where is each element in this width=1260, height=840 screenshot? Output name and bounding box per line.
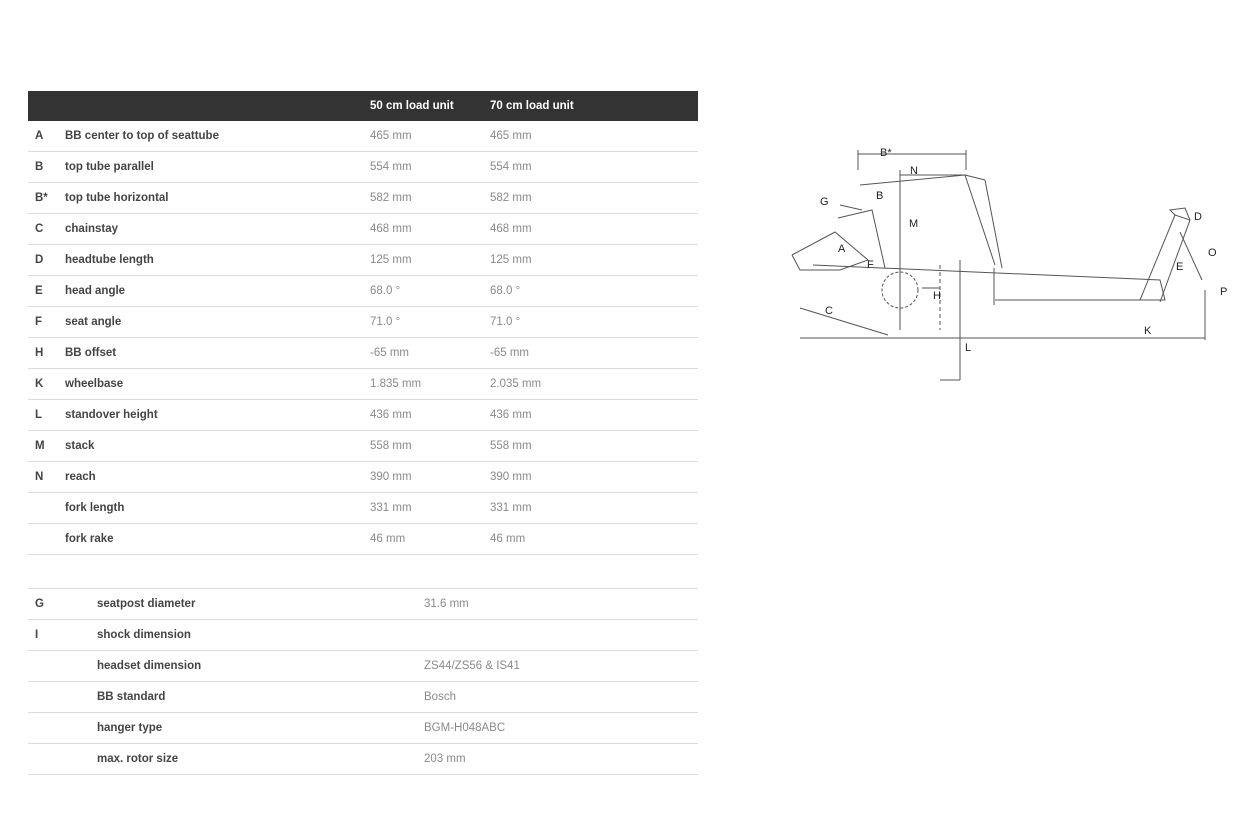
value-70cm: 71.0 °	[490, 316, 521, 328]
row-code: I	[35, 629, 39, 641]
value-50cm: 46 mm	[370, 533, 406, 545]
table-header	[28, 91, 698, 121]
label-o: O	[1208, 247, 1217, 259]
label-l: L	[965, 342, 972, 354]
row-code: B*	[35, 192, 48, 204]
row-label: chainstay	[65, 223, 119, 235]
row-label: fork rake	[65, 533, 114, 545]
row-value: Bosch	[424, 691, 456, 703]
table-row	[28, 121, 698, 152]
value-50cm: 465 mm	[370, 130, 412, 142]
label-g: G	[820, 196, 829, 208]
value-70cm: 68.0 °	[490, 285, 521, 297]
value-50cm: 390 mm	[370, 471, 412, 483]
label-n: N	[910, 165, 918, 177]
component-row	[28, 588, 698, 620]
table-row	[28, 245, 698, 276]
component-row	[28, 682, 698, 713]
row-code: M	[35, 440, 45, 452]
label-c: C	[825, 305, 833, 317]
rear-rack-shape	[792, 232, 868, 270]
value-70cm: 582 mm	[490, 192, 532, 204]
row-code: D	[35, 254, 44, 266]
value-50cm: 468 mm	[370, 223, 412, 235]
header-70cm: 70 cm load unit	[490, 100, 574, 112]
table-row	[28, 431, 698, 462]
fork-shape	[1140, 215, 1190, 302]
row-code: A	[35, 130, 44, 142]
row-value: ZS44/ZS56 & IS41	[424, 660, 520, 672]
row-label: hanger type	[97, 722, 163, 734]
label-b: B	[876, 190, 884, 202]
value-70cm: 331 mm	[490, 502, 532, 514]
table-row	[28, 307, 698, 338]
row-code: C	[35, 223, 44, 235]
table-spacer	[28, 555, 698, 588]
geometry-table	[28, 91, 698, 775]
component-row	[28, 620, 698, 651]
label-bstar: B*	[880, 147, 892, 159]
label-f: F	[867, 259, 874, 271]
component-row	[28, 651, 698, 682]
value-50cm: 331 mm	[370, 502, 412, 514]
label-p: P	[1220, 286, 1228, 298]
value-50cm: 68.0 °	[370, 285, 401, 297]
value-70cm: 125 mm	[490, 254, 532, 266]
row-label: headtube length	[65, 254, 154, 266]
value-50cm: 71.0 °	[370, 316, 401, 328]
row-value: BGM-H048ABC	[424, 722, 506, 734]
component-row	[28, 744, 698, 775]
table-row	[28, 214, 698, 245]
row-code: G	[35, 598, 44, 610]
label-h: H	[933, 290, 941, 302]
value-50cm: 558 mm	[370, 440, 412, 452]
value-70cm: 2.035 mm	[490, 378, 542, 390]
table-row	[28, 338, 698, 369]
table-row	[28, 369, 698, 400]
value-50cm: 582 mm	[370, 192, 412, 204]
row-label: top tube horizontal	[65, 192, 169, 204]
value-70cm: 554 mm	[490, 161, 532, 173]
label-d: D	[1194, 211, 1202, 223]
header-50cm: 50 cm load unit	[370, 100, 454, 112]
value-50cm: -65 mm	[370, 347, 409, 359]
row-code: F	[35, 316, 43, 328]
headtube-shape	[1170, 208, 1190, 220]
label-m: M	[909, 218, 919, 230]
value-70cm: 465 mm	[490, 130, 532, 142]
table-row	[28, 493, 698, 524]
value-70cm: 390 mm	[490, 471, 532, 483]
value-70cm: 436 mm	[490, 409, 532, 421]
table-row	[28, 276, 698, 307]
row-value: 203 mm	[424, 753, 466, 765]
component-row	[28, 713, 698, 744]
label-e: E	[1176, 261, 1184, 273]
label-a: A	[838, 243, 846, 255]
row-label: seat angle	[65, 316, 122, 328]
value-70cm: 468 mm	[490, 223, 532, 235]
row-label: fork length	[65, 502, 125, 514]
value-50cm: 436 mm	[370, 409, 412, 421]
row-label: standover height	[65, 409, 158, 421]
row-label: stack	[65, 440, 95, 452]
value-70cm: 558 mm	[490, 440, 532, 452]
table-row	[28, 462, 698, 493]
table-row	[28, 183, 698, 214]
row-label: headset dimension	[97, 660, 202, 672]
value-70cm: 46 mm	[490, 533, 526, 545]
bike-geometry-diagram	[780, 140, 1240, 390]
row-label: BB offset	[65, 347, 117, 359]
value-70cm: -65 mm	[490, 347, 529, 359]
row-code: E	[35, 285, 43, 297]
value-50cm: 1.835 mm	[370, 378, 422, 390]
row-label: max. rotor size	[97, 753, 179, 765]
row-label: BB standard	[97, 691, 166, 703]
seat-tube-shape	[838, 210, 885, 268]
row-code: L	[35, 409, 43, 421]
table-row	[28, 524, 698, 555]
row-label: head angle	[65, 285, 126, 297]
top-tube-shape	[860, 175, 995, 265]
table-row	[28, 400, 698, 431]
row-code: N	[35, 471, 44, 483]
row-label: seatpost diameter	[97, 598, 196, 610]
row-code: H	[35, 347, 44, 359]
value-50cm: 554 mm	[370, 161, 412, 173]
row-code: B	[35, 161, 44, 173]
row-label: BB center to top of seattube	[65, 130, 219, 142]
row-code: K	[35, 378, 44, 390]
row-label: top tube parallel	[65, 161, 154, 173]
row-label: reach	[65, 471, 96, 483]
row-value: 31.6 mm	[424, 598, 469, 610]
value-50cm: 125 mm	[370, 254, 412, 266]
row-label: shock dimension	[97, 629, 191, 641]
label-k: K	[1144, 325, 1152, 337]
dim-c	[800, 308, 888, 335]
table-row	[28, 152, 698, 183]
down-tube-shape	[813, 265, 1165, 300]
row-label: wheelbase	[65, 378, 124, 390]
